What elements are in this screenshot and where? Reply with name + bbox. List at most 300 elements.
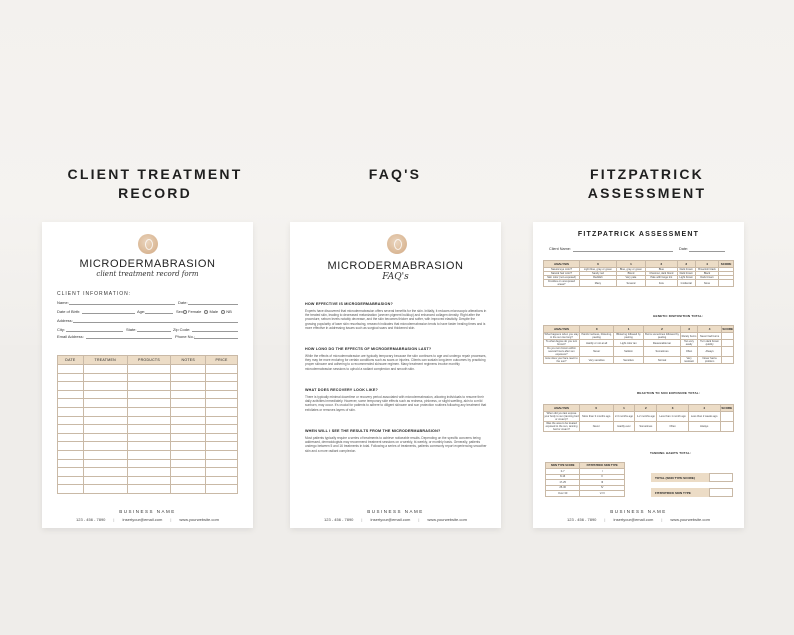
footer-sep: | — [604, 517, 606, 522]
fitz-col-header: 2 — [646, 261, 678, 268]
record-column-title — [62, 165, 248, 203]
table-cell: Skin color (non-exposed) — [544, 276, 580, 280]
fitz-col-header: SCORE — [721, 406, 733, 410]
table-row — [544, 412, 734, 422]
skin-type-value[interactable] — [709, 488, 733, 497]
table-cell: Light blue, gray or green — [580, 268, 617, 272]
footer-email[interactable]: insertyour@email.com — [122, 517, 163, 522]
skin-type-score-col: SKIN TYPE SCORE — [546, 463, 580, 469]
treatment-table-header — [58, 356, 238, 365]
table-cell: Never had a problem — [697, 357, 721, 364]
skin-type-table — [545, 462, 625, 497]
age-label: Age: — [137, 309, 146, 314]
table-cell[interactable] — [206, 425, 238, 434]
table-cell[interactable] — [127, 416, 171, 425]
table-cell[interactable] — [206, 442, 238, 451]
table-cell[interactable] — [127, 468, 171, 477]
date-field[interactable] — [188, 304, 238, 305]
table-row — [58, 459, 238, 468]
score-cell[interactable] — [722, 357, 734, 364]
table-cell: 1-2 months ago — [635, 412, 657, 422]
table-cell: Sometimes — [635, 422, 657, 432]
zip-field[interactable] — [192, 331, 238, 332]
total-score-label: TOTAL (SKIN TYPE SCORE) — [651, 473, 709, 482]
footer-contact — [42, 517, 253, 522]
faq-brand: MICRODERMABRASION — [327, 260, 464, 272]
table-row — [58, 390, 238, 399]
table-cell: V-VI — [580, 491, 625, 497]
table-cell[interactable] — [171, 476, 206, 485]
table-cell[interactable] — [171, 450, 206, 459]
faq-answer: There is typically minimal downtime or recovery period associated with microdermabrasion, allowing individuals to resume their daily activities immediately. However, some temporary side effects such as redness, pinkness, or slight swelling, akin to a mild sunburn, may occur. It's crucial for patients to adhere to diligent skincare and sun protection routines following any treatment that exfoliates or removes layers of skin. — [305, 395, 487, 412]
table-cell: Rarely burns — [681, 334, 697, 338]
table-cell[interactable] — [83, 382, 127, 391]
fitz-table-header — [544, 261, 734, 268]
table-cell[interactable] — [206, 382, 238, 391]
table-cell: Natural eye color? — [544, 268, 580, 272]
table-cell: Less than 2 weeks ago — [688, 412, 720, 422]
faq-column-title: FAQ'S — [368, 166, 422, 182]
table-cell: Light color tan — [614, 340, 643, 347]
fitz-col-header: 0 — [580, 261, 617, 268]
skin-type-body — [546, 469, 625, 497]
score-cell[interactable] — [722, 340, 734, 347]
table-row — [546, 491, 625, 497]
table-cell: Painful redness, blistering, peeling — [581, 333, 612, 339]
faq-question: HOW EFFECTIVE IS MICRODERMABRASION? — [305, 302, 393, 306]
table-cell[interactable] — [171, 382, 206, 391]
record-document — [42, 222, 253, 528]
table-cell: Normal — [643, 357, 681, 364]
fitz-document — [533, 222, 744, 528]
table-cell: Never — [580, 347, 614, 357]
fitz-col-header: 4 — [688, 405, 720, 412]
table-cell[interactable] — [127, 433, 171, 442]
table-cell[interactable] — [58, 433, 84, 442]
table-cell: Never had burns — [697, 333, 721, 340]
fitz-col-header: 3 — [657, 405, 689, 412]
faq-question: WHAT DOES RECOVERY LOOK LIKE? — [305, 388, 378, 392]
table-cell: Freckles on unexposed areas? — [544, 280, 580, 287]
table-cell: I — [580, 469, 625, 475]
fitz-col-header: SCORE — [719, 261, 734, 268]
table-cell[interactable] — [171, 459, 206, 468]
table-cell: Do you turn brown within several hours after sun exposure? — [544, 347, 580, 357]
footer-phone: 123 - 456 - 7890 — [567, 517, 597, 522]
table-cell: Tan very easily — [681, 340, 698, 347]
nb-radio[interactable] — [221, 310, 225, 314]
table-cell: Few — [646, 280, 678, 287]
table-row — [544, 268, 734, 272]
table-cell: Brownish black — [695, 268, 718, 272]
table-cell[interactable] — [83, 416, 127, 425]
footer-contact — [533, 517, 744, 522]
table-cell: Burns sometimes followed by peeling — [645, 333, 679, 339]
fitz-column-title — [552, 165, 742, 203]
table-row — [58, 407, 238, 416]
client-name-field[interactable] — [573, 251, 673, 252]
record-brand: MICRODERMABRASION — [79, 258, 216, 270]
table-cell[interactable] — [58, 485, 84, 494]
col-date: DATE — [58, 356, 84, 365]
treatment-table-body — [58, 365, 238, 494]
fitz-col-header: 3 — [681, 326, 698, 333]
sun-reaction-table — [543, 325, 734, 364]
table-row — [544, 422, 734, 432]
email-field[interactable] — [86, 338, 172, 339]
table-cell: More than 3 months ago — [580, 412, 614, 422]
table-cell[interactable] — [58, 442, 84, 451]
table-cell[interactable] — [171, 407, 206, 416]
fitz-col-header: 0 — [580, 405, 614, 412]
treatment-table — [57, 355, 238, 494]
sex-options[interactable] — [183, 309, 232, 314]
table-cell[interactable] — [83, 373, 127, 382]
email-label: Email Address: — [57, 334, 84, 339]
table-row — [58, 365, 238, 374]
table-cell: Blistering followed by peeling — [614, 333, 643, 340]
table-cell[interactable] — [127, 450, 171, 459]
table-cell[interactable] — [206, 433, 238, 442]
table-cell[interactable] — [58, 382, 84, 391]
table-cell[interactable] — [58, 399, 84, 408]
fitz-table-body — [544, 412, 734, 432]
table-cell: 2-3 months ago — [613, 412, 635, 422]
table-row — [58, 382, 238, 391]
footer-business-name: BUSINESS NAME — [367, 509, 424, 514]
skin-type-label: FITZPATRICK SKIN TYPE — [651, 488, 709, 497]
table-cell: Chestnut, dark blond — [646, 272, 678, 276]
table-cell[interactable] — [206, 476, 238, 485]
fitz-col-header: ANALYSIS — [544, 261, 580, 268]
table-cell[interactable] — [58, 450, 84, 459]
table-cell[interactable] — [127, 442, 171, 451]
fitz-table-body — [544, 268, 734, 287]
table-cell: Several — [616, 280, 645, 287]
table-cell[interactable] — [58, 476, 84, 485]
faq-item — [305, 302, 487, 343]
table-cell: Blond — [616, 272, 645, 276]
table-row — [58, 433, 238, 442]
table-cell[interactable] — [206, 468, 238, 477]
table-row — [58, 373, 238, 382]
faq-list — [305, 298, 487, 466]
table-cell: 8-16 — [546, 474, 580, 480]
faq-item — [305, 388, 487, 425]
table-cell: Dark brown — [677, 268, 695, 272]
fitz-col-header: 0 — [580, 326, 614, 333]
fitz-table-body — [544, 333, 734, 364]
table-cell: Blue — [646, 268, 678, 272]
table-cell: Light brown — [677, 276, 695, 280]
table-cell[interactable] — [206, 485, 238, 494]
footer-sep: | — [361, 517, 363, 522]
table-row — [58, 425, 238, 434]
table-cell[interactable] — [171, 485, 206, 494]
table-cell: Reddish — [580, 276, 617, 280]
table-cell[interactable] — [83, 468, 127, 477]
fitz-col-header: 3 — [677, 261, 695, 268]
table-cell[interactable] — [83, 459, 127, 468]
table-cell: Was the area to be treated exposed to the sun, tanning bed or cream? — [544, 422, 580, 432]
dob-field[interactable] — [82, 313, 135, 314]
footer-contact — [290, 517, 501, 522]
col-price: PRICE — [206, 356, 238, 365]
table-row — [58, 442, 238, 451]
footer-phone: 123 - 456 - 7890 — [76, 517, 106, 522]
table-cell[interactable] — [171, 373, 206, 382]
table-cell[interactable] — [206, 373, 238, 382]
footer-web[interactable]: www.yourwebsite.com — [179, 517, 219, 522]
sex-label: Sex: — [176, 309, 185, 314]
table-cell[interactable] — [83, 407, 127, 416]
table-cell[interactable] — [83, 390, 127, 399]
table-row — [58, 468, 238, 477]
table-cell: Blue, gray or green — [616, 268, 645, 272]
fitz-col-header: 2 — [635, 405, 657, 412]
score-cell[interactable] — [720, 412, 733, 422]
faq-item — [305, 429, 487, 466]
table-cell[interactable] — [83, 442, 127, 451]
fitz-col-header: ANALYSIS — [544, 405, 580, 412]
faq-document — [290, 222, 501, 528]
table-cell: Seldom — [614, 347, 643, 357]
date-label: Date: — [178, 300, 188, 305]
female-label: Female — [188, 309, 202, 314]
table-cell: 25-30 — [546, 485, 580, 491]
table-cell[interactable] — [206, 390, 238, 399]
table-cell[interactable] — [58, 459, 84, 468]
table-cell: Natural hair color? — [544, 272, 580, 276]
footer-email[interactable]: insertyour@email.com — [370, 517, 411, 522]
score-cell[interactable] — [719, 280, 734, 287]
dob-label: Date of Birth: — [57, 309, 81, 314]
footer-web[interactable]: www.yourwebsite.com — [670, 517, 710, 522]
client-name-label: Client Name: — [549, 247, 571, 251]
table-row — [544, 333, 734, 340]
fitz-title: FITZPATRICK ASSESSMENT — [577, 231, 700, 238]
table-cell: Hardly ever — [613, 422, 635, 432]
table-cell: What happens when you stay in the sun too long? — [544, 333, 579, 339]
city-label: City: — [57, 327, 65, 332]
table-cell: When did you last expose your body to sun (tanning bed or cream)? — [544, 412, 579, 421]
table-cell[interactable] — [206, 416, 238, 425]
table-cell: 0-7 — [546, 469, 580, 475]
nb-label: NB — [226, 309, 232, 314]
total-score-value[interactable] — [709, 473, 733, 482]
table-cell[interactable] — [127, 476, 171, 485]
fitz-col-header: 4 — [697, 326, 721, 333]
address-field[interactable] — [73, 322, 238, 323]
record-title-text: CLIENT TREATMENT RECORD — [67, 166, 243, 201]
fitz-title-text: FITZPATRICK ASSESSMENT — [587, 166, 707, 201]
footer-sep: | — [170, 517, 172, 522]
table-cell: Less than 1 month ago — [657, 412, 689, 422]
faq-question: WHEN WILL I SEE THE RESULTS FROM THE MICRODERMABRASION? — [305, 429, 441, 433]
table-cell[interactable] — [58, 365, 84, 374]
state-label: State: — [126, 327, 137, 332]
table-cell: None — [695, 280, 718, 287]
table-cell: Sometimes — [643, 347, 681, 357]
table-cell: Reasonable tan — [643, 340, 681, 347]
table-cell: 17-25 — [546, 480, 580, 486]
table-cell: Turn dark brown quickly — [697, 340, 721, 347]
table-cell[interactable] — [206, 450, 238, 459]
table-cell: Very resistant — [681, 357, 698, 364]
table-cell[interactable] — [127, 485, 171, 494]
table-cell[interactable] — [206, 365, 238, 374]
record-script-subtitle: client treatment record form — [96, 270, 199, 278]
table-cell: Pale with beige tint — [646, 276, 678, 280]
table-cell: Incidental — [677, 280, 695, 287]
client-info-heading: CLIENT INFORMATION: — [57, 291, 132, 297]
table-cell: Sensitive — [614, 357, 643, 364]
sun-reaction-total-label: REACTION TO SUN EXPOSURE TOTAL: — [637, 391, 701, 395]
city-field[interactable] — [66, 331, 123, 332]
table-cell[interactable] — [58, 425, 84, 434]
table-cell[interactable] — [206, 399, 238, 408]
table-cell[interactable] — [171, 416, 206, 425]
table-row — [58, 485, 238, 494]
table-cell: III — [580, 480, 625, 486]
fitz-col-header: 1 — [616, 261, 645, 268]
faq-question: HOW LONG DO THE EFFECTS OF MICRODERMABRASION LAST? — [305, 347, 432, 351]
table-cell: Over 30 — [546, 491, 580, 497]
table-cell: Always — [688, 422, 720, 432]
table-cell[interactable] — [83, 365, 127, 374]
table-cell[interactable] — [83, 399, 127, 408]
phone-label: Phone No.: — [175, 334, 196, 339]
footer-web[interactable]: www.yourwebsite.com — [427, 517, 467, 522]
footer-phone: 123 - 456 - 7890 — [324, 517, 354, 522]
table-cell: Dark brown — [695, 276, 718, 280]
footer-email[interactable]: insertyour@email.com — [613, 517, 654, 522]
table-cell[interactable] — [58, 390, 84, 399]
table-row — [58, 450, 238, 459]
fitz-table-header — [544, 405, 734, 412]
score-cell[interactable] — [722, 333, 734, 340]
table-cell: Never — [580, 422, 614, 432]
age-field[interactable] — [145, 313, 173, 314]
fitz-col-header: ANALYSIS — [544, 326, 580, 333]
table-cell[interactable] — [83, 476, 127, 485]
score-cell[interactable] — [722, 347, 734, 357]
table-cell: Many — [580, 280, 617, 287]
table-cell[interactable] — [127, 365, 171, 374]
tanning-total-label: TANNING HABITS TOTAL: — [650, 451, 692, 455]
table-cell[interactable] — [127, 390, 171, 399]
skin-type-col: FITZPATRICK SKIN TYPE — [580, 463, 625, 469]
faq-script-subtitle: FAQ's — [382, 272, 409, 282]
table-row — [544, 357, 734, 364]
female-radio[interactable] — [183, 310, 187, 314]
table-cell: Black — [695, 272, 718, 276]
male-radio[interactable] — [204, 310, 208, 314]
table-cell[interactable] — [206, 459, 238, 468]
table-row — [58, 399, 238, 408]
faq-answer: While the effects of microdermabrasion are typically temporary because the skin continues to age and undergo repair processes, they may be more enduring for certain conditions such as scars or injuries. Clients can sustain long-term outcomes by practicing proper skincare and adhering to a recommended skincare regimen. Many treatment regimens involve monthly microdermabrasion sessions to uphold a radiant complexion and smooth skin. — [305, 354, 487, 371]
table-cell[interactable] — [171, 425, 206, 434]
table-cell[interactable] — [127, 399, 171, 408]
footer-sep: | — [113, 517, 115, 522]
table-cell[interactable] — [127, 425, 171, 434]
fitz-col-header: 1 — [614, 326, 643, 333]
table-cell[interactable] — [127, 459, 171, 468]
table-cell[interactable] — [83, 433, 127, 442]
fitz-date-label: Date: — [679, 247, 689, 251]
zip-label: Zip Code: — [173, 327, 191, 332]
table-row — [544, 280, 734, 287]
fitz-col-header: 4 — [695, 261, 718, 268]
score-cell[interactable] — [720, 422, 733, 432]
table-cell: Dark brown — [677, 272, 695, 276]
skin-type-box[interactable] — [651, 488, 733, 497]
genetic-total-label: GENETIC DISPOSITION TOTAL: — [653, 314, 704, 318]
fitz-date-field[interactable] — [689, 251, 725, 252]
footer-business-name: BUSINESS NAME — [119, 509, 176, 514]
table-row — [58, 416, 238, 425]
table-cell: How does your face react to the sun? — [545, 357, 578, 363]
table-cell[interactable] — [171, 390, 206, 399]
table-cell[interactable] — [83, 425, 127, 434]
name-field[interactable] — [69, 304, 175, 305]
brand-logo-icon — [387, 234, 407, 254]
fitz-table-header — [544, 326, 734, 333]
table-row — [544, 340, 734, 347]
tanning-habits-table — [543, 404, 734, 432]
table-cell: Sandy red — [580, 272, 617, 276]
table-cell[interactable] — [83, 485, 127, 494]
table-cell: Very sensitive — [580, 357, 614, 364]
table-cell[interactable] — [127, 373, 171, 382]
table-cell[interactable] — [171, 442, 206, 451]
col-products: PRODUCTS — [127, 356, 171, 365]
table-cell[interactable] — [171, 365, 206, 374]
table-cell[interactable] — [171, 433, 206, 442]
table-cell: Always — [697, 347, 721, 357]
table-cell: Hardly or not at all — [580, 340, 614, 347]
table-cell[interactable] — [58, 468, 84, 477]
table-row — [58, 476, 238, 485]
table-cell[interactable] — [83, 450, 127, 459]
faq-item — [305, 347, 487, 384]
fitz-col-header: 1 — [613, 405, 635, 412]
table-cell: Often — [657, 422, 689, 432]
genetic-disposition-table — [543, 260, 734, 287]
address-label: Address: — [57, 318, 73, 323]
table-cell: To what degree do you turn brown? — [544, 340, 580, 347]
table-cell: Often — [681, 347, 698, 357]
table-cell[interactable] — [58, 407, 84, 416]
table-cell[interactable] — [58, 373, 84, 382]
col-notes: NOTES — [171, 356, 206, 365]
table-cell[interactable] — [127, 407, 171, 416]
table-cell[interactable] — [171, 399, 206, 408]
footer-sep: | — [418, 517, 420, 522]
faq-answer: Most patients typically require a series of treatments to achieve noticeable results. Depending on the specific concerns being addressed, dermatologists may recommend treatment sessions on a weekly, bi-weekly, or monthly basis. Generally, patients undergo between 5 and 16 treatments in total. Following a series of treatments, patients commonly report experiencing smoother skin and a more radiant complexion. — [305, 436, 487, 453]
state-field[interactable] — [137, 331, 171, 332]
table-cell[interactable] — [171, 468, 206, 477]
table-cell[interactable] — [58, 416, 84, 425]
footer-sep: | — [661, 517, 663, 522]
table-row — [544, 347, 734, 357]
total-score-box[interactable] — [651, 473, 733, 482]
table-cell: Very pale — [616, 276, 645, 280]
phone-field[interactable] — [194, 338, 238, 339]
table-cell[interactable] — [127, 382, 171, 391]
table-cell[interactable] — [206, 407, 238, 416]
col-treatment: TREATMEN — [83, 356, 127, 365]
